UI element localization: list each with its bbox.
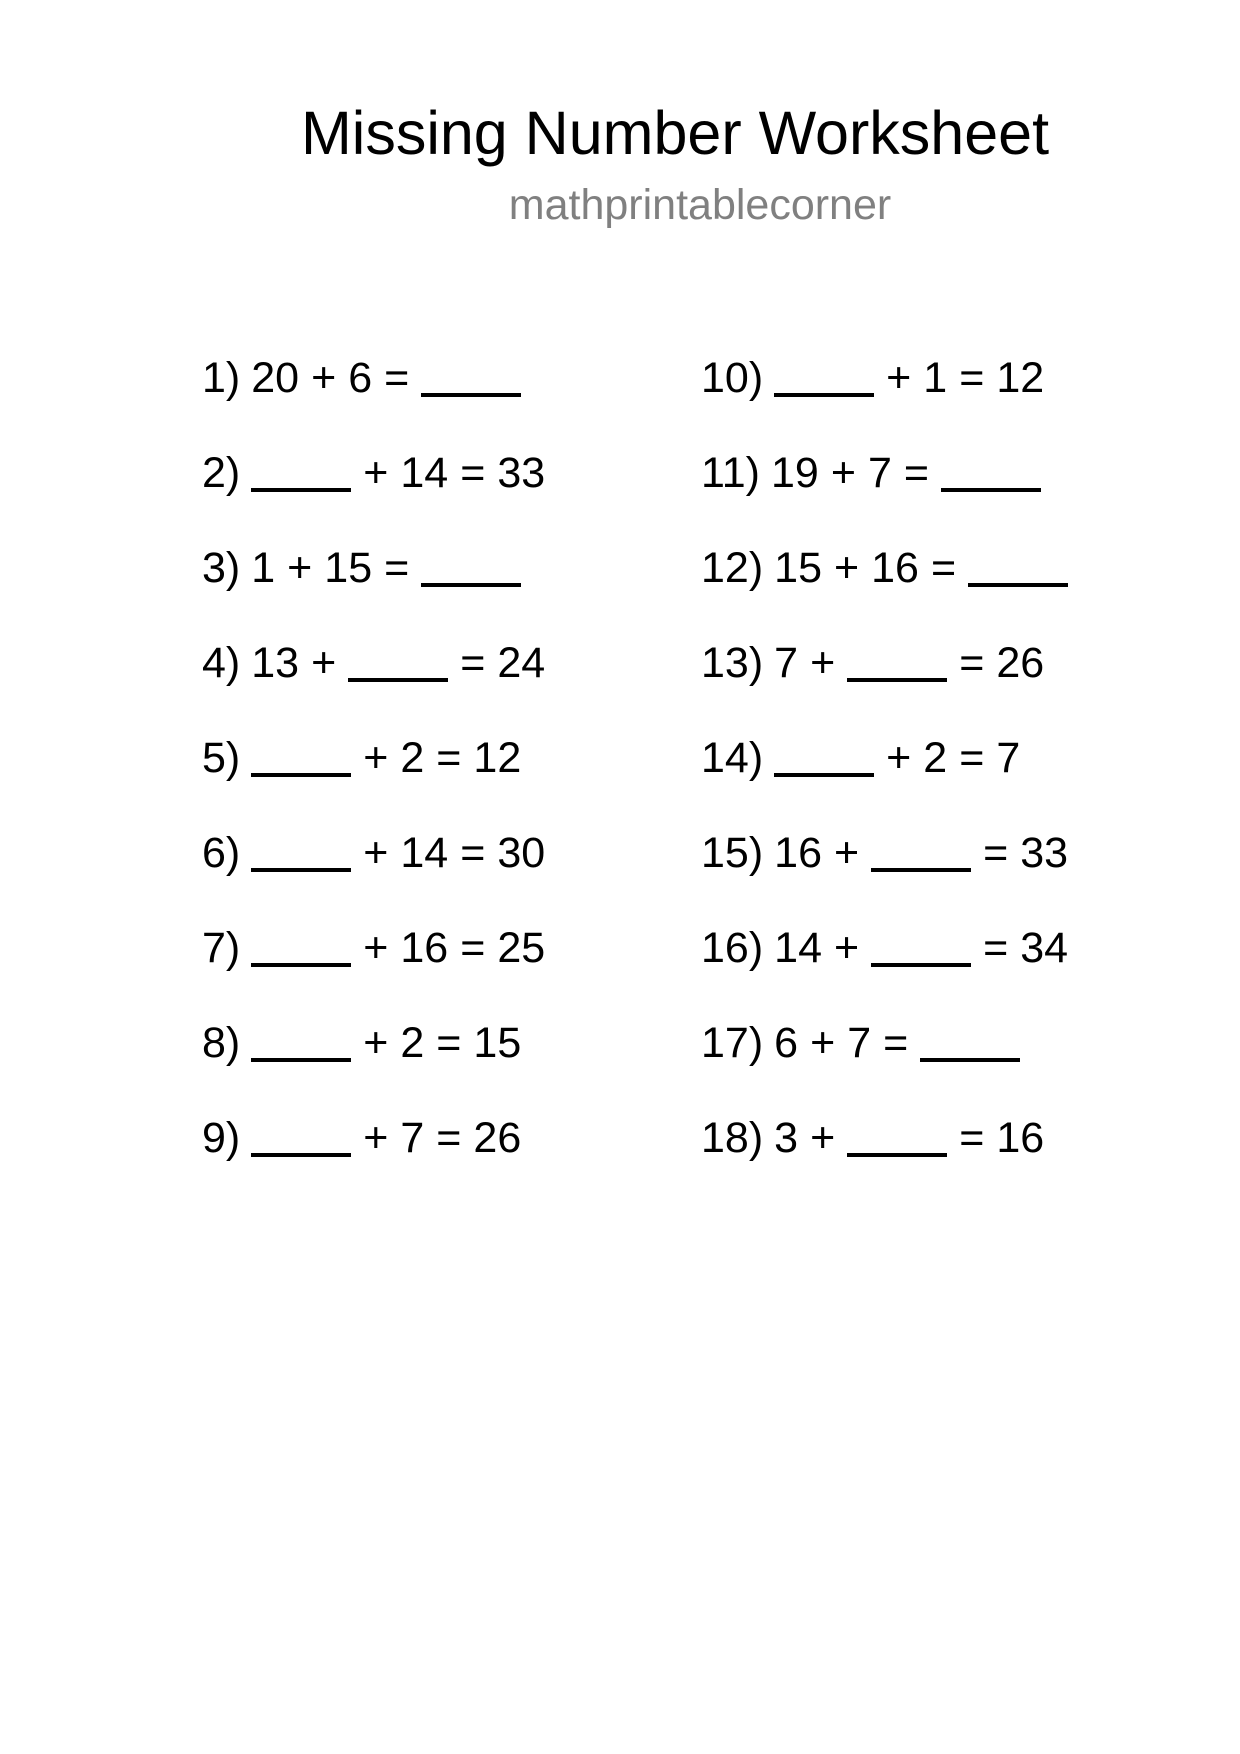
equals-sign: = xyxy=(436,734,462,782)
plus-sign: + xyxy=(363,1019,389,1067)
operand: 26 xyxy=(996,639,1045,687)
equals-sign: = xyxy=(930,544,957,592)
equals-sign: = xyxy=(983,829,1009,877)
operand: 1 xyxy=(923,354,948,402)
operand: 14 xyxy=(774,924,822,972)
operand: 16 xyxy=(400,924,449,972)
operand: 26 xyxy=(473,1114,522,1162)
problem-item xyxy=(701,1020,1080,1115)
equals-sign: = xyxy=(384,544,410,592)
problem-column-left xyxy=(202,355,557,1210)
plus-sign: + xyxy=(810,639,836,687)
operand: 6 xyxy=(774,1019,799,1067)
operand: 16 xyxy=(871,544,919,592)
problem-number: 16) xyxy=(701,924,764,972)
operand: 15 xyxy=(774,544,822,592)
plus-sign: + xyxy=(834,544,860,592)
problem-number: 11) xyxy=(701,449,760,497)
equals-sign: = xyxy=(460,829,486,877)
plus-sign: + xyxy=(834,924,860,972)
answer-blank[interactable] xyxy=(968,545,1068,587)
problem-number: 1) xyxy=(202,354,241,402)
answer-blank[interactable] xyxy=(421,545,521,587)
plus-sign: + xyxy=(311,639,337,687)
problem-item xyxy=(701,735,1080,830)
operand: 33 xyxy=(497,449,546,497)
operand: 14 xyxy=(400,449,449,497)
answer-blank[interactable] xyxy=(251,1115,351,1157)
operand: 15 xyxy=(473,1019,522,1067)
operand: 15 xyxy=(324,544,373,592)
answer-blank[interactable] xyxy=(774,735,874,777)
problem-number: 13) xyxy=(701,639,764,687)
equals-sign: = xyxy=(959,1114,985,1162)
problem-column-right xyxy=(701,355,1080,1210)
equals-sign: = xyxy=(436,1019,462,1067)
problem-item xyxy=(701,1115,1080,1210)
operand: 14 xyxy=(400,829,449,877)
operand: 7 xyxy=(996,734,1021,782)
worksheet-source: mathprintablecorner xyxy=(508,181,892,229)
problem-item xyxy=(202,1115,557,1210)
problem-number: 18) xyxy=(701,1114,764,1162)
problem-number: 3) xyxy=(202,544,241,592)
operand: 33 xyxy=(1020,829,1069,877)
operand: 30 xyxy=(497,829,546,877)
problem-number: 9) xyxy=(202,1114,241,1162)
plus-sign: + xyxy=(886,354,912,402)
answer-blank[interactable] xyxy=(251,735,351,777)
answer-blank[interactable] xyxy=(421,355,521,397)
answer-blank[interactable] xyxy=(847,1115,947,1157)
equals-sign: = xyxy=(903,449,929,497)
operand: 2 xyxy=(400,1019,425,1067)
operand: 2 xyxy=(923,734,948,782)
problem-number: 8) xyxy=(202,1019,241,1067)
operand: 12 xyxy=(473,734,522,782)
operand: 7 xyxy=(867,449,892,497)
plus-sign: + xyxy=(834,829,860,877)
problem-item xyxy=(202,640,557,735)
answer-blank[interactable] xyxy=(251,450,351,492)
answer-blank[interactable] xyxy=(847,640,947,682)
answer-blank[interactable] xyxy=(941,450,1041,492)
problem-number: 7) xyxy=(202,924,241,972)
equals-sign: = xyxy=(983,924,1009,972)
equals-sign: = xyxy=(959,734,985,782)
problem-item xyxy=(202,830,557,925)
operand: 7 xyxy=(774,639,799,687)
equals-sign: = xyxy=(460,449,486,497)
equals-sign: = xyxy=(436,1114,462,1162)
problem-number: 15) xyxy=(701,829,764,877)
problem-number: 17) xyxy=(701,1019,764,1067)
plus-sign: + xyxy=(810,1019,836,1067)
equals-sign: = xyxy=(883,1019,909,1067)
problem-item xyxy=(701,545,1080,640)
problem-item xyxy=(202,450,557,545)
operand: 3 xyxy=(774,1114,799,1162)
problem-number: 14) xyxy=(701,734,764,782)
answer-blank[interactable] xyxy=(871,830,971,872)
problem-number: 6) xyxy=(202,829,241,877)
answer-blank[interactable] xyxy=(774,355,874,397)
answer-blank[interactable] xyxy=(251,830,351,872)
plus-sign: + xyxy=(363,449,389,497)
plus-sign: + xyxy=(363,829,389,877)
plus-sign: + xyxy=(311,354,337,402)
operand: 6 xyxy=(348,354,373,402)
problem-item xyxy=(701,355,1080,450)
operand: 1 xyxy=(251,544,276,592)
operand: 16 xyxy=(774,829,822,877)
operand: 19 xyxy=(770,449,819,497)
problem-number: 10) xyxy=(701,354,764,402)
plus-sign: + xyxy=(287,544,313,592)
equals-sign: = xyxy=(384,354,410,402)
plus-sign: + xyxy=(363,1114,389,1162)
answer-blank[interactable] xyxy=(871,925,971,967)
equals-sign: = xyxy=(959,639,985,687)
operand: 20 xyxy=(251,354,300,402)
operand: 12 xyxy=(996,354,1045,402)
problem-item xyxy=(701,640,1080,735)
problem-item xyxy=(701,830,1080,925)
problem-item xyxy=(202,355,557,450)
problem-item xyxy=(701,450,1080,545)
plus-sign: + xyxy=(830,449,856,497)
plus-sign: + xyxy=(363,924,389,972)
operand: 2 xyxy=(400,734,425,782)
problem-item xyxy=(701,925,1080,1020)
operand: 16 xyxy=(996,1114,1045,1162)
problem-item xyxy=(202,735,557,830)
operand: 13 xyxy=(251,639,300,687)
problem-item xyxy=(202,1020,557,1115)
answer-blank[interactable] xyxy=(251,925,351,967)
problem-number: 2) xyxy=(202,449,241,497)
answer-blank[interactable] xyxy=(348,640,448,682)
equals-sign: = xyxy=(460,639,486,687)
problem-item xyxy=(202,925,557,1020)
operand: 34 xyxy=(1020,924,1069,972)
problem-number: 4) xyxy=(202,639,241,687)
problem-number: 5) xyxy=(202,734,241,782)
equals-sign: = xyxy=(460,924,486,972)
plus-sign: + xyxy=(363,734,389,782)
problem-number: 12) xyxy=(701,544,764,592)
plus-sign: + xyxy=(886,734,912,782)
problem-item xyxy=(202,545,557,640)
worksheet-title: Missing Number Worksheet xyxy=(300,99,1050,167)
operand: 24 xyxy=(497,639,546,687)
operand: 7 xyxy=(400,1114,425,1162)
operand: 7 xyxy=(847,1019,872,1067)
operand: 25 xyxy=(497,924,546,972)
answer-blank[interactable] xyxy=(920,1020,1020,1062)
equals-sign: = xyxy=(959,354,985,402)
answer-blank[interactable] xyxy=(251,1020,351,1062)
plus-sign: + xyxy=(810,1114,836,1162)
